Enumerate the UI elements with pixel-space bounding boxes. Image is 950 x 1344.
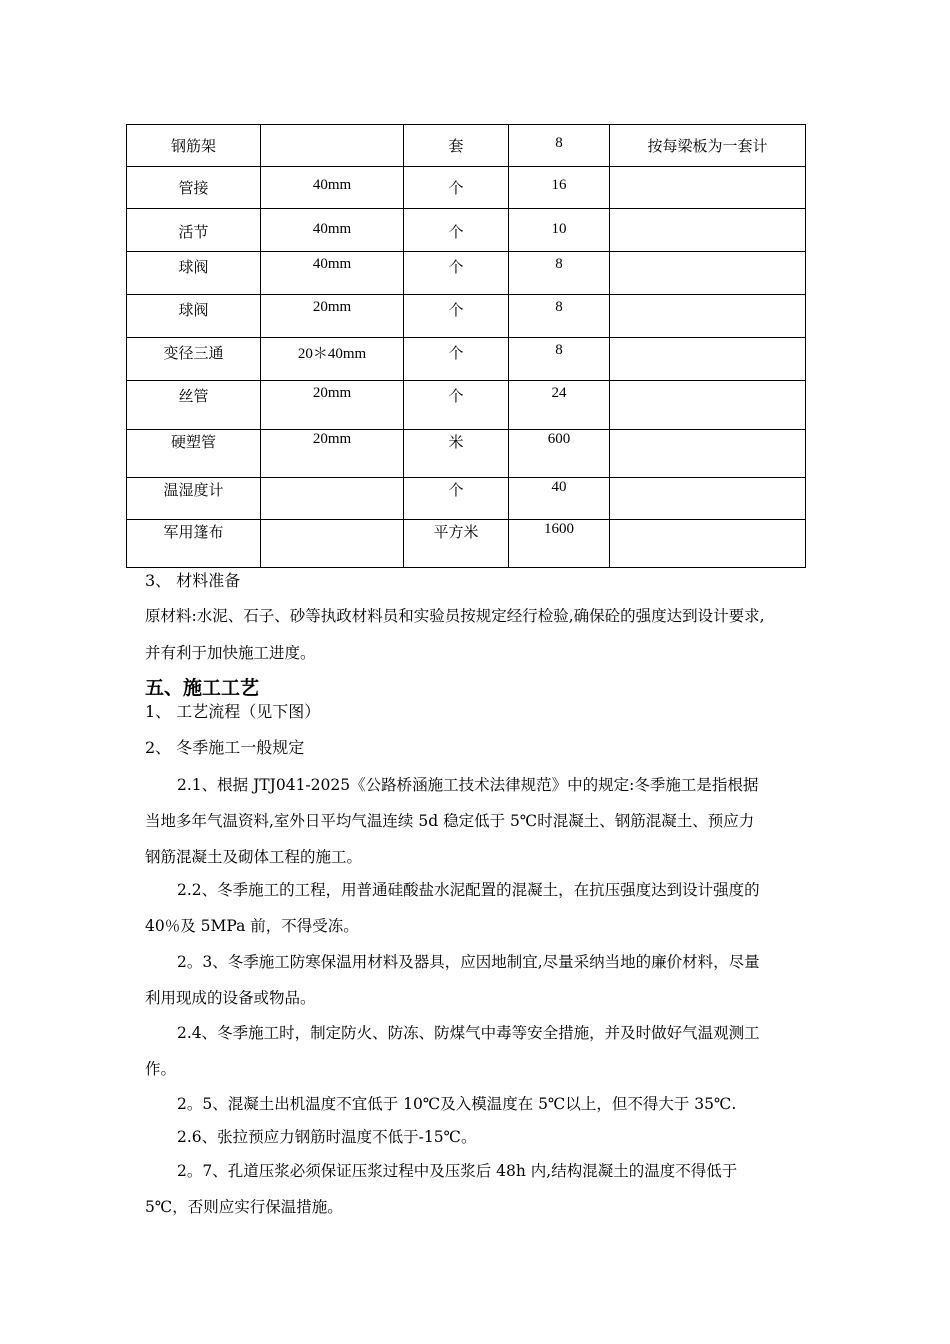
table-row [127,295,806,338]
table-cell [610,430,806,478]
table-cell: 600 [509,430,610,478]
section5-heading: 五、施工工艺 [145,677,260,699]
section3-body-line: 原材料:水泥、石子、砂等执政材料员和实验员按规定经行检验,确保砼的强度达到设计要求, [145,607,765,625]
materials-table [126,124,806,568]
table-cell: 活节 [127,209,261,252]
table-row [127,478,806,520]
section5-item-1: 1、 工艺流程（见下图） [145,702,321,721]
table-cell: 个 [404,338,509,381]
table-cell: 8 [509,252,610,295]
table-cell [610,252,806,295]
paragraph-line: 40％及 5MPa 前，不得受冻。 [145,917,359,935]
table-cell: 管接 [127,167,261,209]
table-cell: 40mm [261,252,404,295]
paragraph-line: 当地多年气温资料,室外日平均气温连续 5d 稳定低于 5℃时混凝土、钢筋混凝土、预应力 [145,812,755,830]
section3-heading: 3、 材料准备 [145,571,241,590]
table-cell [610,167,806,209]
table-cell: 球阀 [127,295,261,338]
table-cell [261,520,404,568]
table-cell: 8 [509,295,610,338]
table-cell: 40 [509,478,610,520]
paragraph-line: 2.6、张拉预应力钢筋时温度不低于-15℃。 [177,1128,477,1146]
table-cell: 1600 [509,520,610,568]
table-cell: 40mm [261,209,404,252]
table-cell [610,381,806,430]
table-row [127,520,806,568]
table-cell: 20＊40mm [261,338,404,381]
table-cell: 20mm [261,381,404,430]
table-cell [610,338,806,381]
table-cell: 24 [509,381,610,430]
paragraph-line: 2.2、冬季施工的工程，用普通硅酸盐水泥配置的混凝土，在抗压强度达到设计强度的 [177,881,760,899]
table-cell: 个 [404,478,509,520]
table-row [127,430,806,478]
section3-body-line: 并有利于加快施工进度。 [145,644,316,662]
table-cell: 丝管 [127,381,261,430]
table-row [127,209,806,252]
section5-item-2: 2、 冬季施工一般规定 [145,738,305,757]
paragraph-line: 5℃，否则应实行保温措施。 [145,1198,343,1216]
table-cell: 硬塑管 [127,430,261,478]
table-cell: 20mm [261,295,404,338]
table-cell: 个 [404,252,509,295]
paragraph-line: 2。3、冬季施工防寒保温用材料及器具，应因地制宜,尽量采纳当地的廉价材料，尽量 [177,953,760,971]
table-cell: 变径三通 [127,338,261,381]
table-row [127,252,806,295]
table-row [127,381,806,430]
table-cell: 20mm [261,430,404,478]
paragraph-line: 钢筋混凝土及砌体工程的施工。 [145,848,363,866]
table-cell [610,520,806,568]
table-cell: 个 [404,381,509,430]
table-cell: 米 [404,430,509,478]
table-cell: 个 [404,295,509,338]
table-cell: 温湿度计 [127,478,261,520]
table-cell: 球阀 [127,252,261,295]
table-cell: 平方米 [404,520,509,568]
paragraph-line: 作。 [145,1060,177,1078]
table-cell: 40mm [261,167,404,209]
table-row [127,125,806,167]
table-cell: 个 [404,209,509,252]
table-cell [610,209,806,252]
table-cell [610,478,806,520]
paragraph-line: 利用现成的设备或物品。 [145,989,316,1007]
table-cell [261,478,404,520]
paragraph-line: 2。7、孔道压浆必须保证压浆过程中及压浆后 48h 内,结构混凝土的温度不得低于 [177,1162,738,1180]
table-cell: 10 [509,209,610,252]
table-cell: 钢筋架 [127,125,261,167]
table-cell: 8 [509,338,610,381]
table-cell: 16 [509,167,610,209]
table-cell: 8 [509,125,610,167]
paragraph-line: 2。5、混凝土出机温度不宜低于 10℃及入模温度在 5℃以上，但不得大于 35℃. [177,1095,737,1113]
table-cell: 按每梁板为一套计 [610,125,806,167]
table-row [127,338,806,381]
table-cell [261,125,404,167]
table-cell: 军用篷布 [127,520,261,568]
table-row [127,167,806,209]
table-cell: 套 [404,125,509,167]
paragraph-line: 2.1、根据 JTJ041-2025《公路桥涵施工技术法律规范》中的规定:冬季施工是指根据 [177,776,759,794]
paragraph-line: 2.4、冬季施工时，制定防火、防冻、防煤气中毒等安全措施，并及时做好气温观测工 [177,1024,760,1042]
table-cell: 个 [404,167,509,209]
table-cell [610,295,806,338]
